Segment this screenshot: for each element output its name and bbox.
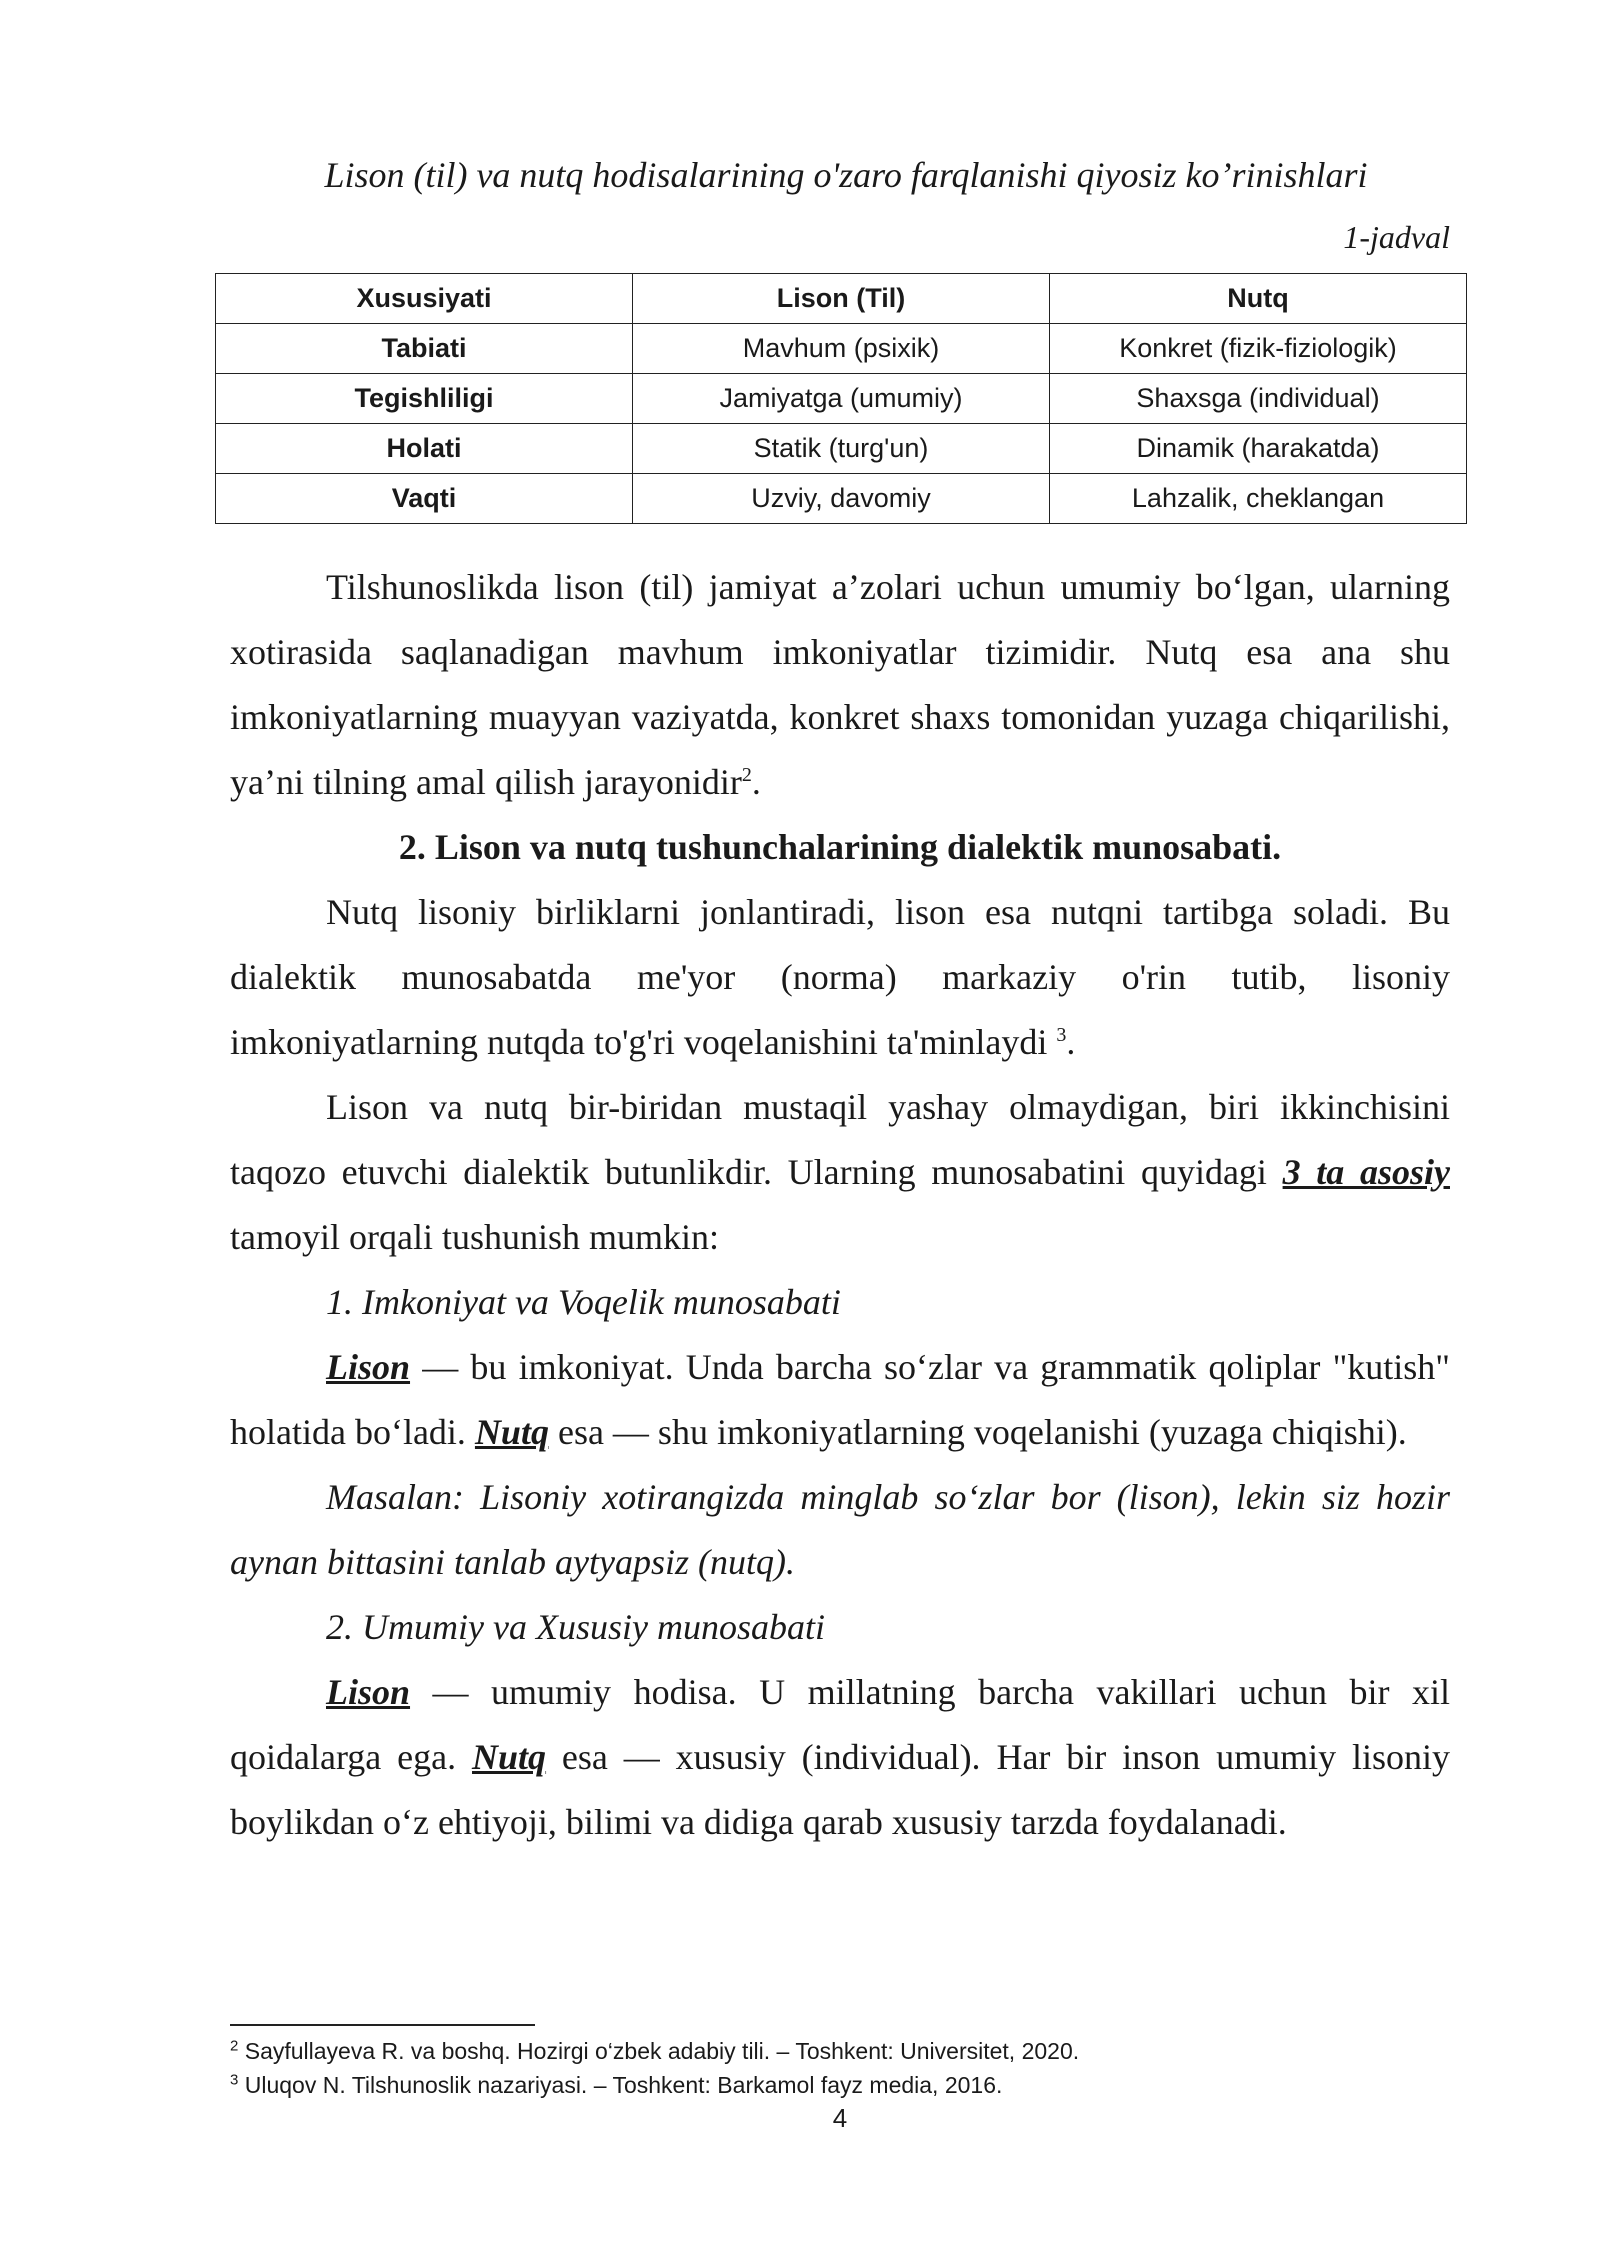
term-lison: Lison: [326, 1347, 411, 1387]
table-row: [216, 424, 1467, 474]
table-cell: Mavhum (psixik): [633, 324, 1050, 374]
comparison-table: [215, 273, 1467, 524]
table-cell: Jamiyatga (umumiy): [633, 374, 1050, 424]
table-cell: Statik (turg'un): [633, 424, 1050, 474]
table-header-row: [216, 274, 1467, 324]
table-cell: Lahzalik, cheklangan: [1050, 474, 1467, 524]
footnote-2: $^2$ Sayfullayeva R. va boshq. Hozirgi o‘zbek adabiy tili. – Toshkent: Universitet, 2020.: [230, 2037, 1080, 2064]
table-number: 1-jadval: [1343, 219, 1450, 255]
table-cell: Dinamik (harakatda): [1050, 424, 1467, 474]
table-cell: Vaqti: [216, 474, 633, 524]
table-cell: Uzviy, davomiy: [633, 474, 1050, 524]
table-cell: Tegishliligi: [216, 374, 633, 424]
table-cell: Konkret (fizik-fiziologik): [1050, 324, 1467, 374]
term-lison: Lison: [326, 1672, 411, 1712]
term-nutq: Nutq: [472, 1737, 547, 1777]
footnote-ref-2[interactable]: 2: [741, 764, 752, 786]
footnotes: [230, 2034, 1450, 2102]
body-text: [230, 555, 1450, 1855]
header-nutq: Nutq: [1050, 274, 1467, 324]
term-nutq: Nutq: [474, 1412, 549, 1452]
example-paragraph: Masalan: Lisoniy xotirangizda minglab so‘zlar bor (lison), lekin siz hozir aynan bittasini tanlab aytyapsiz (nutq).: [230, 1477, 1450, 1582]
header-lison: Lison (Til): [633, 274, 1050, 324]
paragraph-lison-definition: Tilshunoslikda lison (til) jamiyat a’zolari uchun umumiy bo‘lgan, ularning xotirasida saqlanadigan mavhum imkoniyatlar tizimidir. Nutq esa ana shu imkoniyatlarning muayyan vaziyatda, konkret shaxs tomonidan yuzaga chiqarilishi, ya’ni tilning amal qilish jarayonidir$^2$.: [230, 567, 1450, 802]
subheading-possibility-reality: 1. Imkoniyat va Voqelik munosabati: [326, 1282, 841, 1322]
table-row: [216, 474, 1467, 524]
section-heading: 2. Lison va nutq tushunchalarining dialektik munosabati.: [398, 827, 1282, 867]
table-caption: Lison (til) va nutq hodisalarining o'zaro farqlanishi qiyosiz ko’rinishlari: [324, 155, 1368, 195]
table-cell: Shaxsga (individual): [1050, 374, 1467, 424]
header-xususiyati: Xususiyati: [216, 274, 633, 324]
table-row: [216, 324, 1467, 374]
footnote-3: $^3$ Uluqov N. Tilshunoslik nazariyasi. – Toshkent: Barkamol fayz media, 2016.: [230, 2071, 1003, 2098]
footnote-separator: [230, 2024, 535, 2026]
table-cell: Tabiati: [216, 324, 633, 374]
paragraph-dialectic: Nutq lisoniy birliklarni jonlantiradi, lison esa nutqni tartibga soladi. Bu dialektik munosabatda me'yor (norma) markaziy o'rin tutib, lisoniy imkoniyatlarning nutqda to'g'ri voqelanishini ta'minlaydi $^3$.: [230, 892, 1450, 1062]
emphasis-three-principles: 3 ta asosiy: [1282, 1152, 1450, 1192]
page-number: 4: [832, 2103, 848, 2133]
table-row: [216, 374, 1467, 424]
table-cell: Holati: [216, 424, 633, 474]
subheading-general-specific: 2. Umumiy va Xususiy munosabati: [326, 1607, 825, 1647]
paragraph-general-specific: Lison — umumiy hodisa. U millatning barcha vakillari uchun bir xil qoidalarga ega. Nutq esa — xususiy (individual). Har bir inson umumiy lisoniy boylikdan o‘z ehtiyoji, bilimi va didiga qarab xususiy tarzda foydalanadi.: [230, 1672, 1450, 1842]
footnote-ref-3[interactable]: 3: [1056, 1024, 1067, 1046]
paragraph-principles: Lison va nutq bir-biridan mustaqil yashay olmaydigan, biri ikkinchisini taqozo etuvchi dialektik butunlikdir. Ularning munosabatini quyidagi 3 ta asosiy tamoyil orqali tushunish mumkin:: [230, 1087, 1450, 1257]
paragraph-possibility: Lison — bu imkoniyat. Unda barcha so‘zlar va grammatik qoliplar "kutish" holatida bo‘ladi. Nutq esa — shu imkoniyatlarning voqelanishi (yuzaga chiqishi).: [230, 1347, 1450, 1452]
